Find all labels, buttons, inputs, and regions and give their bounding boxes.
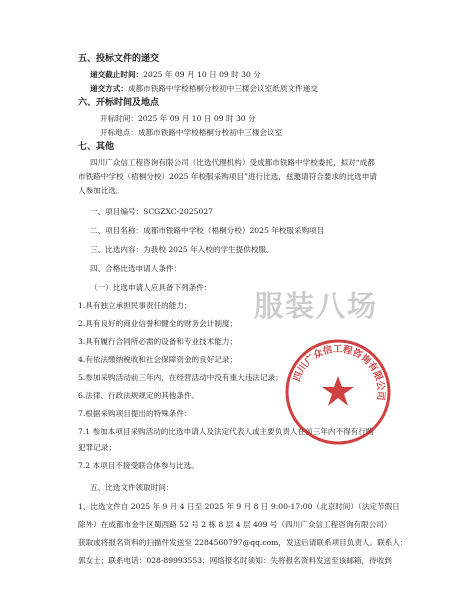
condition-item: 4.有依法缴纳税收和社会保障资金的良好记录；: [78, 355, 238, 364]
open-time-row: [100, 114, 388, 124]
intro-line: 市铁路中学校（梧桐分校）2025 年校服采购项目”进行比选，兹邀请符合要求的比选申请: [78, 172, 377, 181]
special-conditions-header: 7.根据采购项目提出的特殊条件：: [78, 409, 192, 418]
condition-item: 2.具有良好的商业信誉和健全的财务会计制度；: [78, 319, 238, 328]
special-condition-line: 7.1 参加本项目采购活动的比选申请人及法定代表人或主要负责人在前三年内不得有行贿: [78, 427, 374, 436]
deadline-label: 递交截止时间：: [90, 70, 144, 79]
condition-item: 3.具有履行合同所必需的设备和专业技术能力；: [78, 337, 238, 346]
section-7-heading: 七、其他: [78, 142, 115, 152]
watermark-text: 服装八场: [254, 289, 379, 323]
method-value: 成都市铁路中学校梧桐分校初中三楼会议室纸质文件递交: [127, 84, 318, 93]
deadline-value: 2025 年 09 月 10 日 09 时 30 分: [143, 70, 261, 79]
special-condition-line: 犯罪记录；: [78, 443, 116, 452]
doc-collection-heading: 五、比选文件领取时间：: [90, 483, 174, 492]
open-place-row: [100, 128, 388, 138]
doc-collection-line: 郭女士；联系电话：028-89993553；网络报名时须知：失将报名资料发送至该邮箱，待收到: [78, 556, 392, 565]
project-content: 三、比选内容：为我校 2025 年入校的学生提供校服。: [90, 245, 274, 254]
svg-text:四川广众信工程咨询有限公司: 四川广众信工程咨询有限公司: [291, 343, 387, 401]
intro-line: 四川广众信工程咨询有限公司（比选代理机构）受成都市铁路中学校委托，拟对“成都: [90, 158, 375, 167]
section-6-heading: 六、开标时间及地点: [78, 98, 160, 108]
condition-item: 5.参加采购活动前三年内，在经营活动中没有重大违法记录；: [78, 373, 283, 382]
deadline-row: [90, 70, 388, 80]
project-number: 一、项目编号：SCGZXC-2025027: [90, 207, 213, 216]
eligibility-heading: 四、合格比选申请人条件：: [90, 264, 182, 273]
open-time-value: 2025 年 09 月 10 日 09 时 30 分: [137, 114, 256, 123]
condition-header: （一）比选申请人应具备下列条件：: [90, 283, 212, 292]
project-name: 二、项目名称：成都市铁路中学校（梧桐分校）2025 年校服采购项目: [90, 226, 325, 235]
intro-line: 人参加比选。: [78, 186, 124, 195]
doc-collection-line: 除外）在成都市金牛区蜀西路 52 号 2 栋 8 层 4 层 409 号（四川广众信工程咨询有限公司）: [78, 520, 392, 529]
condition-item: 1.具有独立承担民事责任的能力；: [78, 301, 192, 310]
open-place-label: 开标地点：: [100, 128, 138, 137]
section-5-heading: 五、投标文件的递交: [78, 54, 160, 64]
open-place-value: 成都市铁路中学校梧桐分校初中三楼会议室: [137, 128, 283, 137]
method-row: [90, 84, 388, 94]
doc-collection-line: 1、比选文件自 2025 年 9 月 4 日至 2025 年 9 月 8 日 9:00-17:00（北京时间）（法定节假日: [78, 502, 400, 511]
company-seal-icon: [282, 336, 394, 448]
doc-collection-line: 获取或将报名资料的扫描件发送至 2284560797@qq.com，发送后请联系项目负责人。联系人：: [78, 538, 408, 547]
method-label: 递交方式：: [90, 84, 128, 93]
condition-item: 6.法律、行政法规规定的其他条件。: [78, 391, 200, 400]
no-joint-bid: 7.2 本项目不接受联合体参与比选。: [78, 461, 199, 470]
open-time-label: 开标时间：: [100, 114, 138, 123]
